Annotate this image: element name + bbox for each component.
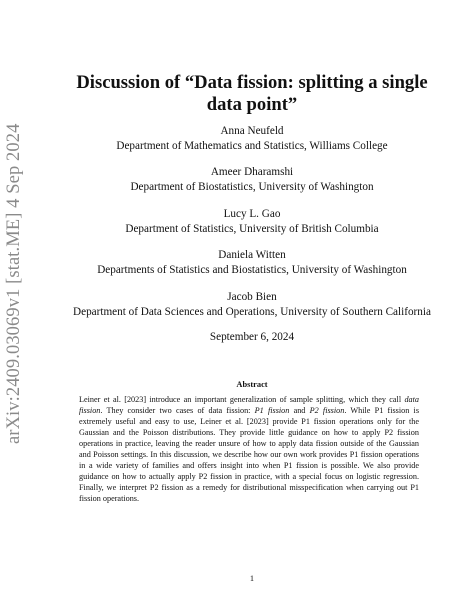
author-affiliation: Department of Mathematics and Statistics, Williams College	[116, 140, 388, 152]
author-name: Lucy L. Gao	[223, 208, 281, 220]
abstract-emphasis: P2 fission	[309, 406, 345, 416]
author-block-4	[40, 248, 464, 278]
abstract-heading: Abstract	[236, 380, 268, 389]
paper-title	[40, 72, 464, 116]
author-name: Anna Neufeld	[220, 125, 284, 137]
abstract-text: . While P1 fission is extremely useful and easy to use, Leiner et al. [2023] provide P1 fission operations only for the Gaussian and the Poisson distributions. They provide little guidance on how to apply P2 fission operations in practice, leaving the reader unsure of how to apply data fission outside of the Gaussian and Poisson settings. In this discussion, we describe how our own work provides P1 fission operations in a wide variety of families and offers insight into when P1 fission is possible. We also provide guidance on how to actually apply P2 fission in practice, with a special focus on logistic regression. Finally, we interpret P2 fission as a remedy for distributional misspecification when carrying out P1 fission operations.	[79, 406, 420, 504]
author-name: Ameer Dharamshi	[210, 166, 294, 178]
abstract-text: Leiner et al. [2023] introduce an important generalization of sample splitting, which they call	[79, 395, 405, 404]
author-block-2	[40, 165, 464, 195]
abstract-text: and	[289, 406, 310, 416]
page-number: 1	[249, 574, 255, 583]
author-block-5	[40, 290, 464, 320]
author-block-1	[40, 124, 464, 154]
author-affiliation: Department of Data Sciences and Operations, University of Southern California	[73, 306, 431, 318]
author-name: Jacob Bien	[227, 291, 277, 303]
publication-date: September 6, 2024	[209, 331, 295, 343]
author-affiliation: Departments of Statistics and Biostatistics, University of Washington	[97, 264, 407, 276]
abstract-emphasis: P1 fission	[254, 406, 290, 416]
abstract-text: . They consider two cases of data fission:	[100, 406, 255, 416]
title-line-1: Discussion of “Data fission: splitting a single	[76, 72, 428, 93]
author-affiliation: Department of Statistics, University of British Columbia	[125, 223, 379, 235]
author-block-3	[40, 207, 464, 237]
abstract-emphasis: data fission	[79, 395, 419, 416]
author-name: Daniela Witten	[218, 249, 286, 261]
abstract-body	[79, 394, 419, 504]
title-line-2: data point”	[206, 94, 298, 115]
arxiv-identifier-stamp: arXiv:2409.03069v1 [stat.ME] 4 Sep 2024	[4, 123, 24, 444]
author-affiliation: Department of Biostatistics, University of Washington	[130, 181, 374, 193]
